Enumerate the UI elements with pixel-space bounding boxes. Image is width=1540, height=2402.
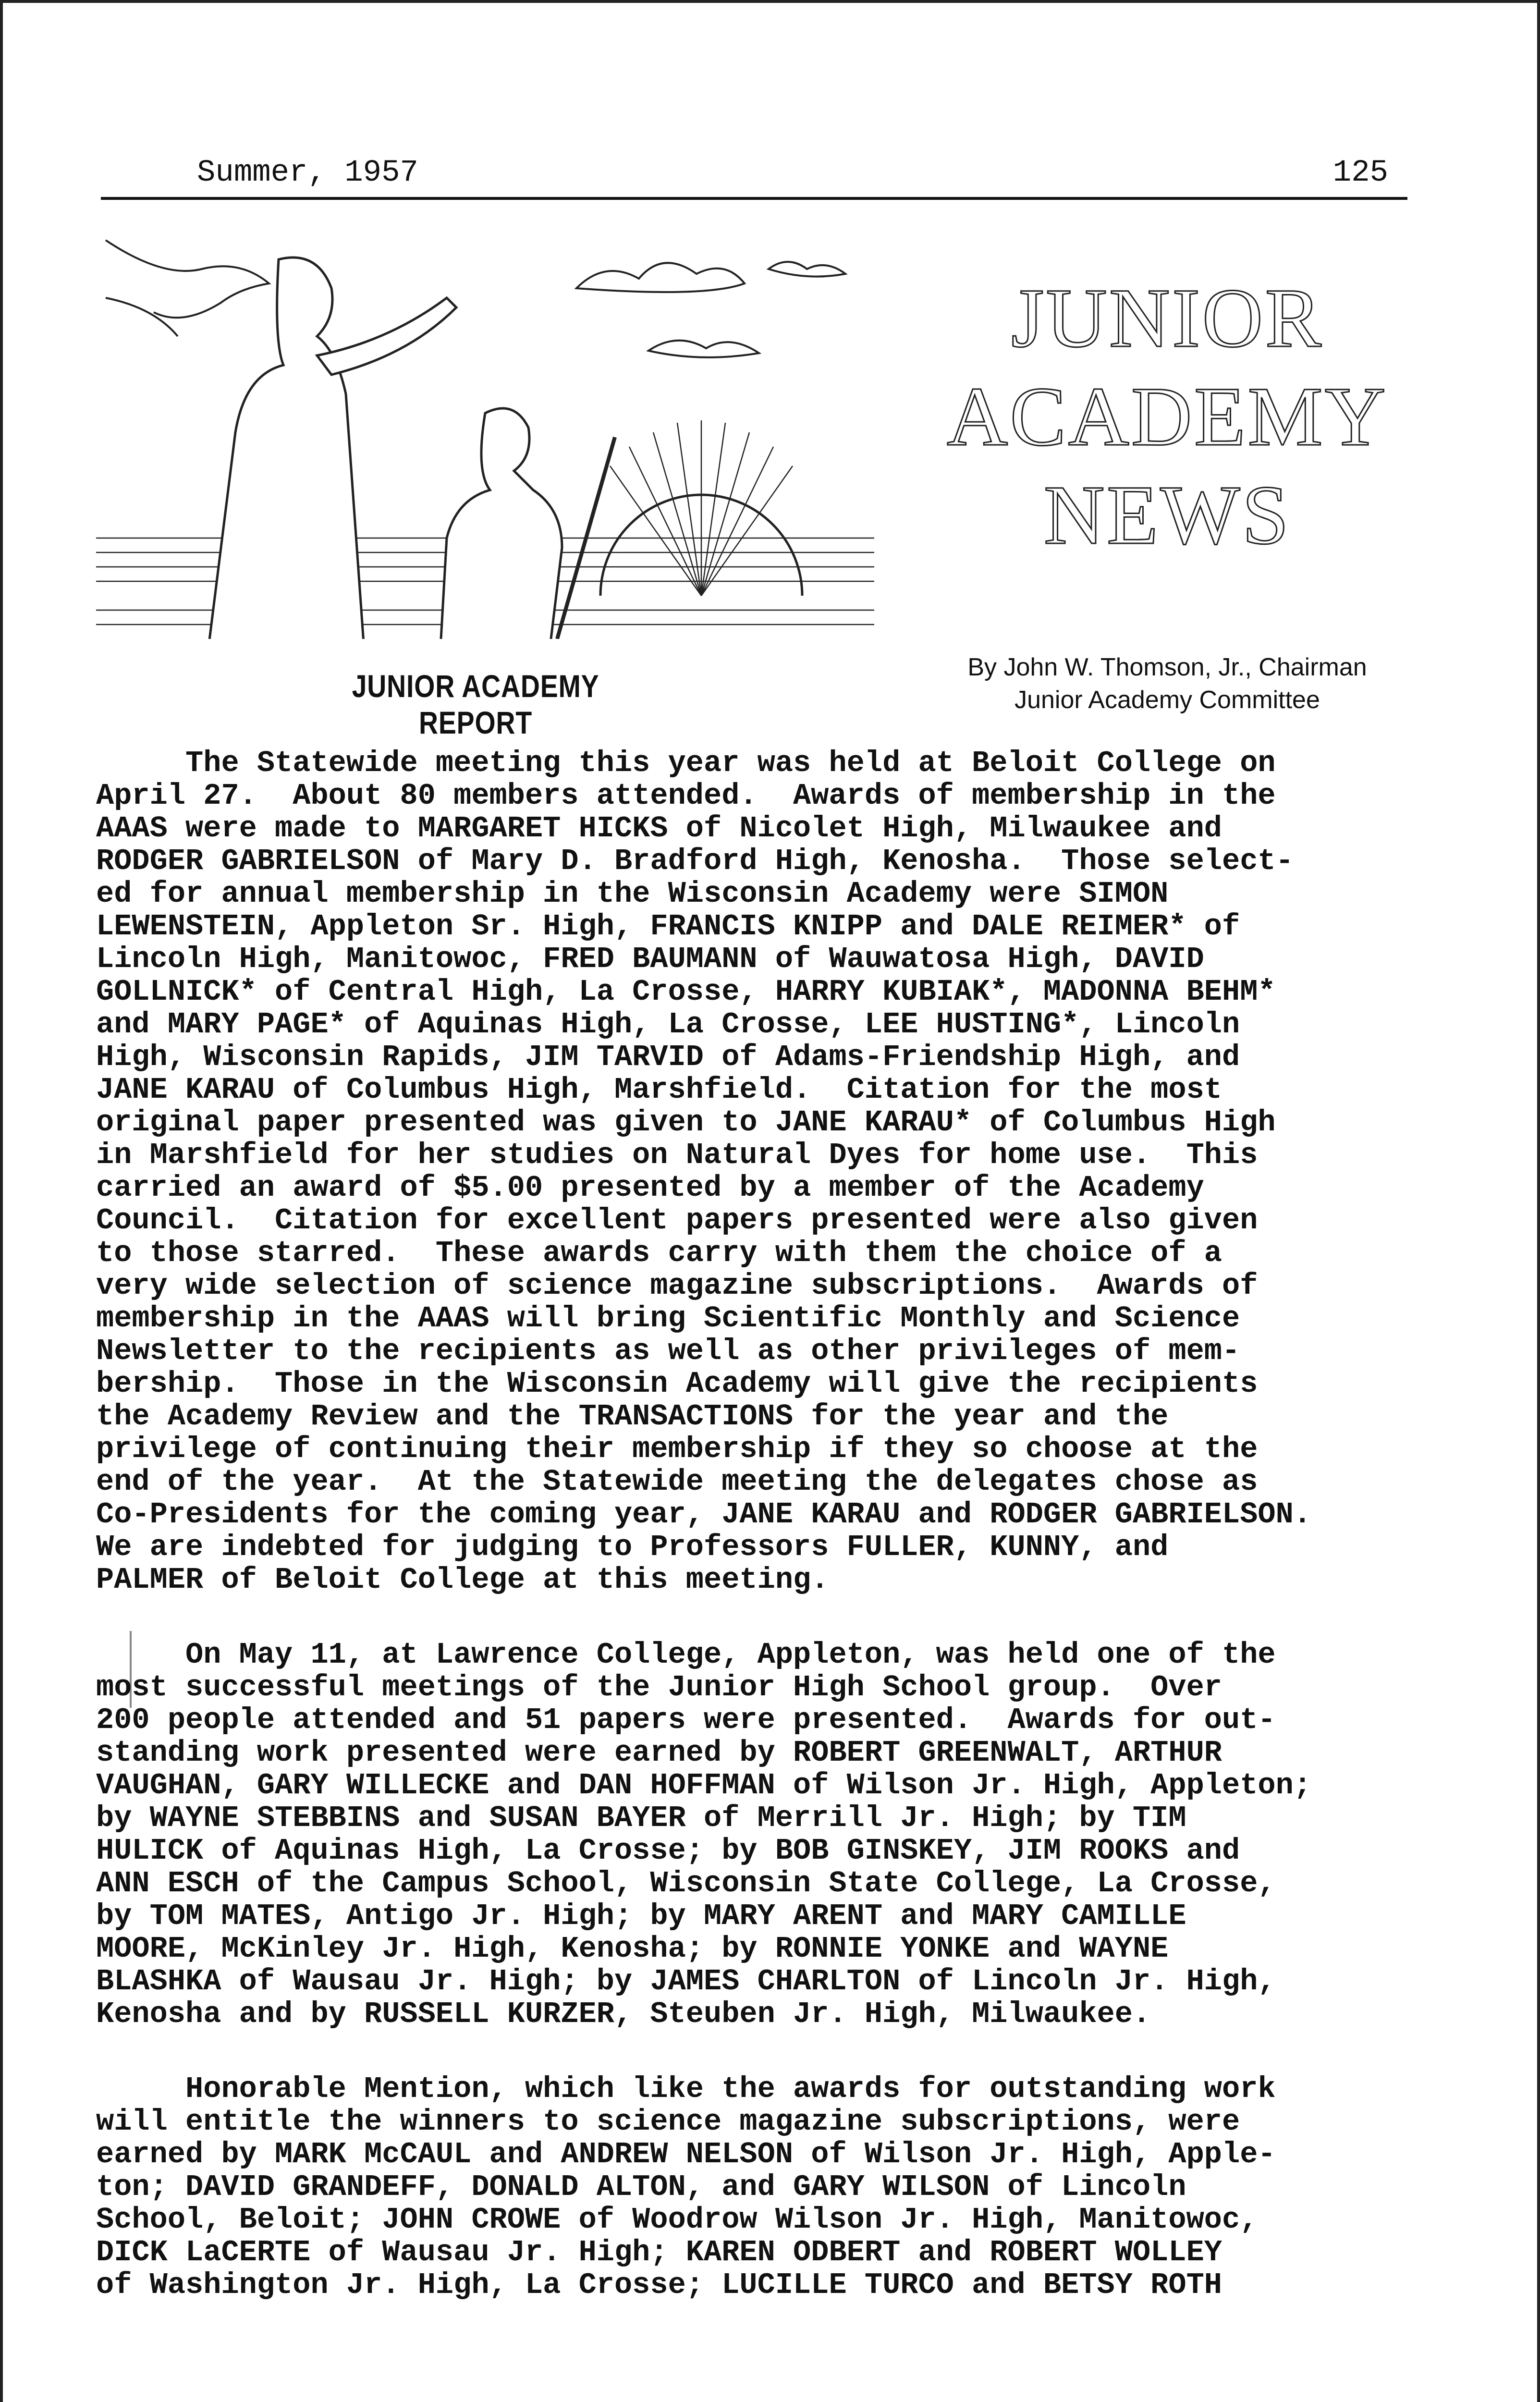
text-line: bership. Those in the Wisconsin Academy will give the recipients bbox=[96, 1367, 1258, 1401]
text-line: very wide selection of science magazine subscriptions. Awards of bbox=[96, 1269, 1258, 1303]
byline-author: By John W. Thomson, Jr., Chairman bbox=[967, 653, 1367, 681]
text-line: to those starred. These awards carry with them the choice of a bbox=[96, 1236, 1222, 1270]
text-line: Newsletter to the recipients as well as other privileges of mem- bbox=[96, 1334, 1240, 1368]
text-line: On May 11, at Lawrence College, Appleton, was held one of the bbox=[96, 1638, 1276, 1672]
byline-committee: Junior Academy Committee bbox=[1014, 686, 1320, 714]
junior-academy-illustration bbox=[96, 231, 874, 639]
text-line: We are indebted for judging to Professors FULLER, KUNNY, and bbox=[96, 1530, 1169, 1564]
paragraph-junior-high-meeting bbox=[96, 1639, 1470, 2031]
text-line: Honorable Mention, which like the awards for outstanding work bbox=[96, 2072, 1276, 2106]
text-line: in Marshfield for her studies on Natural Dyes for home use. This bbox=[96, 1138, 1258, 1172]
text-line: ed for annual membership in the Wisconsin Academy were SIMON bbox=[96, 877, 1169, 911]
text-line: High, Wisconsin Rapids, JIM TARVID of Adams-Friendship High, and bbox=[96, 1040, 1240, 1074]
byline bbox=[903, 651, 1431, 716]
text-line: Lincoln High, Manitowoc, FRED BAUMANN of Wauwatosa High, DAVID bbox=[96, 942, 1204, 976]
text-line: by WAYNE STEBBINS and SUSAN BAYER of Merrill Jr. High; by TIM bbox=[96, 1801, 1186, 1835]
text-line: BLASHKA of Wausau Jr. High; by JAMES CHARLTON of Lincoln Jr. High, bbox=[96, 1964, 1276, 1998]
text-line: standing work presented were earned by ROBERT GREENWALT, ARTHUR bbox=[96, 1736, 1222, 1770]
text-line: Council. Citation for excellent papers presented were also given bbox=[96, 1203, 1258, 1238]
text-line: Kenosha and by RUSSELL KURZER, Steuben Jr. High, Milwaukee. bbox=[96, 1997, 1151, 2031]
text-line: will entitle the winners to science magazine subscriptions, were bbox=[96, 2105, 1240, 2139]
text-line: ANN ESCH of the Campus School, Wisconsin State College, La Crosse, bbox=[96, 1866, 1276, 1900]
text-line: of Washington Jr. High, La Crosse; LUCILLE TURCO and BETSY ROTH bbox=[96, 2268, 1222, 2302]
text-line: GOLLNICK* of Central High, La Crosse, HARRY KUBIAK*, MADONNA BEHM* bbox=[96, 975, 1276, 1009]
text-line: VAUGHAN, GARY WILLECKE and DAN HOFFMAN of Wilson Jr. High, Appleton; bbox=[96, 1768, 1312, 1802]
paragraph-statewide-meeting bbox=[96, 747, 1470, 1596]
issue-date: Summer, 1957 bbox=[197, 156, 418, 190]
text-line: HULICK of Aquinas High, La Crosse; by BOB GINSKEY, JIM ROOKS and bbox=[96, 1834, 1240, 1868]
text-line: April 27. About 80 members attended. Awards of membership in the bbox=[96, 779, 1276, 813]
text-line: ton; DAVID GRANDEFF, DONALD ALTON, and GARY WILSON of Lincoln bbox=[96, 2170, 1186, 2204]
text-line: and MARY PAGE* of Aquinas High, La Crosse, LEE HUSTING*, Lincoln bbox=[96, 1007, 1240, 1042]
text-line: privilege of continuing their membership if they so choose at the bbox=[96, 1432, 1258, 1466]
text-line: by TOM MATES, Antigo Jr. High; by MARY ARENT and MARY CAMILLE bbox=[96, 1899, 1186, 1933]
article-body bbox=[96, 747, 1470, 2344]
text-line: Co-Presidents for the coming year, JANE KARAU and RODGER GABRIELSON. bbox=[96, 1497, 1312, 1532]
text-line: JANE KARAU of Columbus High, Marshfield. Citation for the most bbox=[96, 1073, 1222, 1107]
text-line: AAAS were made to MARGARET HICKS of Nicolet High, Milwaukee and bbox=[96, 811, 1222, 846]
text-line: end of the year. At the Statewide meeting the delegates chose as bbox=[96, 1465, 1258, 1499]
text-line: School, Beloit; JOHN CROWE of Woodrow Wilson Jr. High, Manitowoc, bbox=[96, 2203, 1258, 2237]
report-title: JUNIOR ACADEMY REPORT bbox=[352, 668, 599, 740]
text-line: original paper presented was given to JANE KARAU* of Columbus High bbox=[96, 1105, 1276, 1140]
paragraph-honorable-mention bbox=[96, 2073, 1470, 2302]
masthead-line-junior: JUNIOR bbox=[1011, 271, 1323, 365]
text-line: earned by MARK McCAUL and ANDREW NELSON of Wilson Jr. High, Apple- bbox=[96, 2137, 1276, 2171]
text-line: The Statewide meeting this year was held at Beloit College on bbox=[96, 746, 1276, 780]
text-line: 200 people attended and 51 papers were presented. Awards for out- bbox=[96, 1703, 1276, 1737]
masthead-line-news: NEWS bbox=[1043, 468, 1291, 562]
text-line: carried an award of $5.00 presented by a member of the Academy bbox=[96, 1171, 1204, 1205]
text-line: DICK LaCERTE of Wausau Jr. High; KAREN ODBERT and ROBERT WOLLEY bbox=[96, 2235, 1222, 2269]
masthead-line-academy: ACADEMY bbox=[947, 370, 1388, 464]
page-number: 125 bbox=[1332, 156, 1388, 190]
text-line: PALMER of Beloit College at this meeting. bbox=[96, 1563, 829, 1597]
text-line: RODGER GABRIELSON of Mary D. Bradford High, Kenosha. Those select- bbox=[96, 844, 1294, 878]
running-head bbox=[101, 144, 1407, 200]
text-line: most successful meetings of the Junior High School group. Over bbox=[96, 1670, 1222, 1704]
masthead bbox=[941, 269, 1393, 564]
text-line: membership in the AAAS will bring Scientific Monthly and Science bbox=[96, 1301, 1240, 1336]
text-line: LEWENSTEIN, Appleton Sr. High, FRANCIS KNIPP and DALE REIMER* of bbox=[96, 909, 1240, 944]
text-line: MOORE, McKinley Jr. High, Kenosha; by RONNIE YONKE and WAYNE bbox=[96, 1932, 1169, 1966]
text-line: the Academy Review and the TRANSACTIONS for the year and the bbox=[96, 1399, 1169, 1434]
